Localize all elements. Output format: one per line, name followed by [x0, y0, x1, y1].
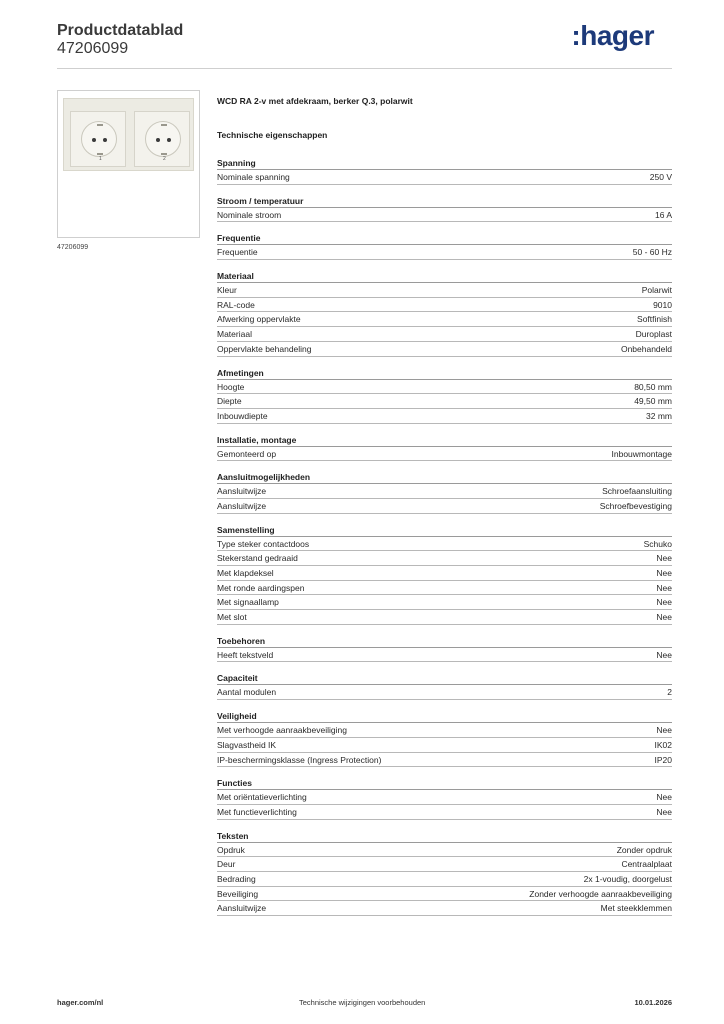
property-row [217, 283, 672, 298]
property-label: Stekerstand gedraaid [217, 553, 298, 564]
page-header [57, 20, 672, 70]
property-value: Zonder verhoogde aanraakbeveiliging [529, 888, 672, 899]
property-label: Met slot [217, 612, 247, 623]
property-row [217, 342, 672, 357]
property-row [217, 857, 672, 872]
property-value: Nee [656, 553, 672, 564]
property-value: 49,50 mm [634, 396, 672, 407]
property-row [217, 805, 672, 820]
property-label: Opdruk [217, 844, 245, 855]
property-label: Frequentie [217, 247, 258, 258]
property-value: Nee [656, 806, 672, 817]
property-row [217, 790, 672, 805]
property-label: Aansluitwijze [217, 486, 267, 497]
property-row [217, 566, 672, 581]
property-row [217, 610, 672, 625]
property-group [217, 156, 672, 185]
property-row [217, 872, 672, 887]
document-number: 47206099 [57, 40, 129, 57]
group-title: Aansluitmogelijkheden [217, 470, 672, 484]
property-value: 32 mm [646, 410, 672, 421]
property-label: IP-beschermingsklasse (Ingress Protection) [217, 754, 382, 765]
property-label: RAL-code [217, 299, 255, 310]
property-group [217, 634, 672, 663]
property-row [217, 595, 672, 610]
property-groups [217, 156, 672, 916]
property-row [217, 753, 672, 768]
property-label: Materiaal [217, 329, 252, 340]
property-value: Duroplast [635, 329, 672, 340]
property-label: Aansluitwijze [217, 903, 267, 914]
property-value: 2 [667, 687, 672, 698]
property-group [217, 709, 672, 767]
property-row [217, 298, 672, 313]
property-row [217, 581, 672, 596]
property-label: Slagvastheid IK [217, 739, 277, 750]
property-label: Met signaallamp [217, 597, 279, 608]
socket-frame [63, 98, 194, 171]
property-row [217, 380, 672, 395]
hager-logo: :hager [571, 20, 654, 51]
property-value: Nee [656, 612, 672, 623]
property-value: Zonder opdruk [616, 844, 672, 855]
property-value: IK02 [654, 739, 672, 750]
property-label: Met verhoogde aanraakbeveiliging [217, 725, 347, 736]
property-group [217, 433, 672, 462]
property-value: 250 V [649, 172, 672, 182]
property-value: Inbouwmontage [611, 448, 672, 459]
property-label: Nominale spanning [217, 172, 290, 182]
property-label: Deur [217, 859, 236, 870]
property-value: Schuko [643, 538, 672, 549]
property-group [217, 231, 672, 260]
property-label: Met oriëntatieverlichting [217, 792, 307, 803]
group-title: Functies [217, 776, 672, 790]
property-value: Nee [656, 649, 672, 660]
property-value: Softfinish [637, 314, 672, 325]
group-title: Installatie, montage [217, 433, 672, 447]
property-label: Aansluitwijze [217, 500, 267, 511]
property-row [217, 170, 672, 185]
group-title: Spanning [217, 156, 672, 170]
property-label: Heeft tekstveld [217, 649, 274, 660]
property-row [217, 843, 672, 858]
image-caption: 47206099 [57, 244, 89, 251]
slot-number: 2 [163, 156, 166, 162]
property-value: Nee [656, 725, 672, 736]
property-row [217, 901, 672, 916]
product-image [57, 90, 200, 238]
property-group [217, 671, 672, 700]
header-divider [57, 68, 672, 69]
property-label: Aantal modulen [217, 687, 277, 698]
property-value: Nee [656, 568, 672, 578]
property-label: Oppervlakte behandeling [217, 343, 312, 354]
group-title: Afmetingen [217, 366, 672, 380]
property-value: 2x 1-voudig, doorgelust [583, 873, 672, 884]
product-name: WCD RA 2-v met afdekraam, berker Q.3, polarwit [217, 96, 413, 106]
page-footer [57, 998, 672, 1010]
property-row [217, 685, 672, 700]
group-title: Materiaal [217, 269, 672, 283]
property-group [217, 366, 672, 424]
footer-disclaimer: Technische wijzigingen voorbehouden [299, 998, 426, 1007]
group-title: Veiligheid [217, 709, 672, 723]
property-row [217, 537, 672, 552]
property-label: Bedrading [217, 873, 256, 884]
footer-date: 10.01.2026 [634, 998, 672, 1007]
property-label: Met klapdeksel [217, 568, 274, 578]
property-label: Hoogte [217, 381, 245, 392]
property-label: Kleur [217, 285, 237, 296]
property-row [217, 499, 672, 514]
property-group [217, 523, 672, 625]
property-label: Inbouwdiepte [217, 410, 268, 421]
property-row [217, 447, 672, 462]
footer-website: hager.com/nl [57, 998, 104, 1007]
socket-left [70, 111, 126, 167]
property-row [217, 327, 672, 342]
property-value: Nee [656, 597, 672, 608]
property-group [217, 470, 672, 513]
property-row [217, 394, 672, 409]
property-label: Nominale stroom [217, 209, 282, 220]
property-row [217, 312, 672, 327]
property-value: Onbehandeld [620, 343, 672, 354]
socket-face-icon [81, 121, 117, 157]
group-title: Capaciteit [217, 671, 672, 685]
group-title: Toebehoren [217, 634, 672, 648]
property-row [217, 551, 672, 566]
property-row [217, 648, 672, 663]
property-label: Diepte [217, 396, 242, 407]
property-row [217, 208, 672, 223]
property-label: Type steker contactdoos [217, 538, 310, 549]
property-value: 80,50 mm [634, 381, 672, 392]
property-value: Nee [656, 582, 672, 593]
property-group [217, 269, 672, 356]
property-label: Met functieverlichting [217, 806, 297, 817]
property-label: Met ronde aardingspen [217, 582, 305, 593]
property-label: Afwerking oppervlakte [217, 314, 301, 325]
slot-number: 1 [99, 156, 102, 162]
group-title: Stroom / temperatuur [217, 194, 672, 208]
property-row [217, 245, 672, 260]
property-row [217, 723, 672, 738]
group-title: Samenstelling [217, 523, 672, 537]
property-row [217, 887, 672, 902]
property-row [217, 409, 672, 424]
property-row [217, 738, 672, 753]
property-value: Schroefaansluiting [602, 486, 672, 497]
property-group [217, 776, 672, 819]
section-heading: Technische eigenschappen [217, 130, 328, 140]
property-value: 9010 [653, 299, 672, 310]
property-value: Nee [656, 792, 672, 803]
property-row [217, 484, 672, 499]
property-value: Centraalplaat [621, 859, 672, 870]
property-value: Schroefbevestiging [599, 500, 672, 511]
socket-right [134, 111, 190, 167]
property-value: 16 A [654, 209, 672, 220]
property-value: 50 - 60 Hz [632, 247, 672, 258]
property-value: Polarwit [641, 285, 672, 296]
property-label: Beveiliging [217, 888, 259, 899]
property-group [217, 829, 672, 916]
product-details [217, 96, 672, 925]
property-label: Gemonteerd op [217, 448, 277, 459]
document-title: Productdatablad [57, 22, 184, 39]
property-value: Met steekklemmen [600, 903, 672, 914]
property-group [217, 194, 672, 223]
socket-face-icon [145, 121, 181, 157]
group-title: Teksten [217, 829, 672, 843]
group-title: Frequentie [217, 231, 672, 245]
property-value: IP20 [654, 754, 672, 765]
